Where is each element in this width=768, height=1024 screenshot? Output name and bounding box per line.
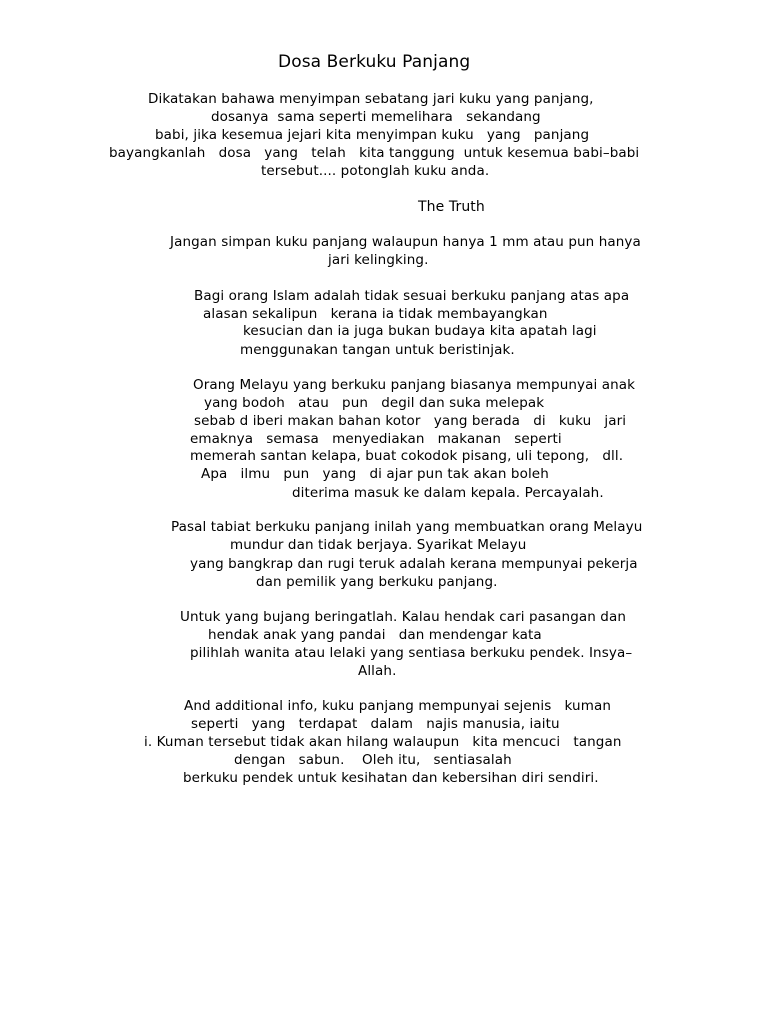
intro-line: bayangkanlah dosa yang telah kita tanggung untuk kesemua babi–babi — [109, 145, 640, 161]
truth-heading: The Truth — [418, 199, 485, 215]
paragraph-line: menggunakan tangan untuk beristinjak. — [240, 342, 515, 358]
paragraph-line: Untuk yang bujang beringatlah. Kalau hendak cari pasangan dan — [180, 609, 626, 625]
paragraph-line: jari kelingking. — [328, 252, 429, 268]
paragraph-line: seperti yang terdapat dalam najis manusia, iaitu — [191, 716, 560, 732]
paragraph-line: Orang Melayu yang berkuku panjang biasanya mempunyai anak — [193, 377, 636, 393]
paragraph-line: hendak anak yang pandai dan mendengar kata — [208, 627, 542, 643]
paragraph-line: sebab d iberi makan bahan kotor yang berada di kuku jari — [194, 413, 627, 429]
paragraph-line: dengan sabun. Oleh itu, sentiasalah — [234, 752, 512, 768]
paragraph-line: berkuku pendek untuk kesihatan dan kebersihan diri sendiri. — [183, 770, 599, 786]
paragraph-line: diterima masuk ke dalam kepala. Percayalah. — [292, 485, 604, 501]
paragraph-line: Allah. — [358, 663, 397, 679]
intro-line: dosanya sama seperti memelihara sekandang — [211, 109, 541, 125]
paragraph-line: yang bangkrap dan rugi teruk adalah kerana mempunyai pekerja — [190, 556, 638, 572]
paragraph-line: kesucian dan ia juga bukan budaya kita apatah lagi — [243, 323, 597, 339]
paragraph-line: Bagi orang Islam adalah tidak sesuai berkuku panjang atas apa — [194, 288, 630, 304]
document-title: Dosa Berkuku Panjang — [278, 52, 471, 72]
paragraph-line: yang bodoh atau pun degil dan suka melepak — [204, 395, 545, 411]
intro-line: tersebut.... potonglah kuku anda. — [261, 163, 490, 179]
intro-line: Dikatakan bahawa menyimpan sebatang jari kuku yang panjang, — [148, 91, 594, 107]
paragraph-line: mundur dan tidak berjaya. Syarikat Melayu — [230, 537, 527, 553]
paragraph-line: memerah santan kelapa, buat cokodok pisang, uli tepong, dll. — [190, 448, 624, 464]
paragraph-line: alasan sekalipun kerana ia tidak membayangkan — [203, 306, 548, 322]
intro-line: babi, jika kesemua jejari kita menyimpan kuku yang panjang — [155, 127, 590, 143]
paragraph-line: Pasal tabiat berkuku panjang inilah yang membuatkan orang Melayu — [171, 519, 643, 535]
paragraph-line: i. Kuman tersebut tidak akan hilang walaupun kita mencuci tangan — [144, 734, 622, 750]
paragraph-line: Apa ilmu pun yang di ajar pun tak akan boleh — [201, 466, 549, 482]
paragraph-line: pilihlah wanita atau lelaki yang sentiasa berkuku pendek. Insya– — [190, 645, 633, 661]
paragraph-line: And additional info, kuku panjang mempunyai sejenis kuman — [184, 698, 611, 714]
paragraph-line: emaknya semasa menyediakan makanan seperti — [190, 431, 562, 447]
paragraph-line: Jangan simpan kuku panjang walaupun hanya 1 mm atau pun hanya — [170, 234, 641, 250]
paragraph-line: dan pemilik yang berkuku panjang. — [256, 574, 498, 590]
